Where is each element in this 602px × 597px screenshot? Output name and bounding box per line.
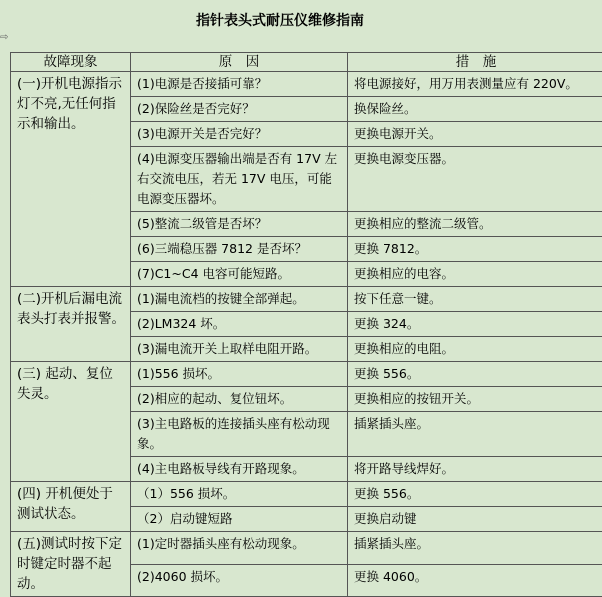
cause-cell: (1)556 损坏。: [131, 362, 348, 387]
measure-cell: 更换相应的整流二级管。: [348, 212, 602, 237]
cause-cell: (4)电源变压器输出端是否有 17V 左右交流电压，若无 17V 电压，可能电源变压器坏。: [131, 147, 348, 212]
measure-cell: 更换启动键: [348, 507, 602, 532]
measure-cell: 换保险丝。: [348, 97, 602, 122]
measure-cell: 更换 7812。: [348, 237, 602, 262]
measure-cell: 更换 324。: [348, 312, 602, 337]
repair-guide-table: [10, 52, 602, 597]
fault-cell: (五)测试时按下定时键定时器不起动。: [11, 532, 131, 597]
measure-cell: 更换 4060。: [348, 564, 602, 597]
cause-cell: (2)LM324 坏。: [131, 312, 348, 337]
header-fault: 故障现象: [11, 53, 131, 72]
measure-cell: 更换相应的按钮开关。: [348, 387, 602, 412]
cause-cell: （1）556 损坏。: [131, 482, 348, 507]
header-cause: 原 因: [131, 53, 348, 72]
measure-cell: 更换 556。: [348, 482, 602, 507]
cause-cell: (2)相应的起动、复位钮坏。: [131, 387, 348, 412]
cause-cell: (4)主电路板导线有开路现象。: [131, 457, 348, 482]
table-row: [11, 482, 602, 507]
measure-cell: 更换相应的电容。: [348, 262, 602, 287]
fault-cell: (三) 起动、复位失灵。: [11, 362, 131, 482]
measure-cell: 将开路导线焊好。: [348, 457, 602, 482]
cause-cell: (3)漏电流开关上取样电阻开路。: [131, 337, 348, 362]
cause-cell: （2）启动键短路: [131, 507, 348, 532]
table-row: [11, 532, 602, 565]
measure-cell: 更换相应的电阻。: [348, 337, 602, 362]
table-row: [11, 362, 602, 387]
table-row: [11, 72, 602, 97]
cause-cell: (1)漏电流档的按键全部弹起。: [131, 287, 348, 312]
table-header-row: [11, 53, 602, 72]
expand-arrow-icon: ⇨: [0, 32, 9, 43]
table-row: [11, 287, 602, 312]
measure-cell: 插紧插头座。: [348, 532, 602, 565]
cause-cell: (2)保险丝是否完好？: [131, 97, 348, 122]
measure-cell: 更换电源变压器。: [348, 147, 602, 212]
measure-cell: 将电源接好，用万用表测量应有 220V。: [348, 72, 602, 97]
cause-cell: (1)定时器插头座有松动现象。: [131, 532, 348, 565]
measure-cell: 更换 556。: [348, 362, 602, 387]
fault-cell: (一)开机电源指示灯不亮,无任何指示和输出。: [11, 72, 131, 287]
page-title: 指针表头式耐压仪维修指南: [196, 13, 364, 29]
cause-cell: (3)主电路板的连接插头座有松动现象。: [131, 412, 348, 457]
measure-cell: 更换电源开关。: [348, 122, 602, 147]
cause-cell: (3)电源开关是否完好？: [131, 122, 348, 147]
cause-cell: (6)三端稳压器 7812 是否坏？: [131, 237, 348, 262]
cause-cell: (5)整流二级管是否坏？: [131, 212, 348, 237]
cause-cell: (7)C1~C4 电容可能短路。: [131, 262, 348, 287]
header-measure: 措 施: [348, 53, 602, 72]
table-body: [11, 72, 602, 597]
cause-cell: (2)4060 损坏。: [131, 564, 348, 597]
measure-cell: 按下任意一键。: [348, 287, 602, 312]
measure-cell: 插紧插头座。: [348, 412, 602, 457]
fault-cell: (四) 开机便处于测试状态。: [11, 482, 131, 532]
cause-cell: (1)电源是否接插可靠？: [131, 72, 348, 97]
fault-cell: (二)开机后漏电流表头打表并报警。: [11, 287, 131, 362]
